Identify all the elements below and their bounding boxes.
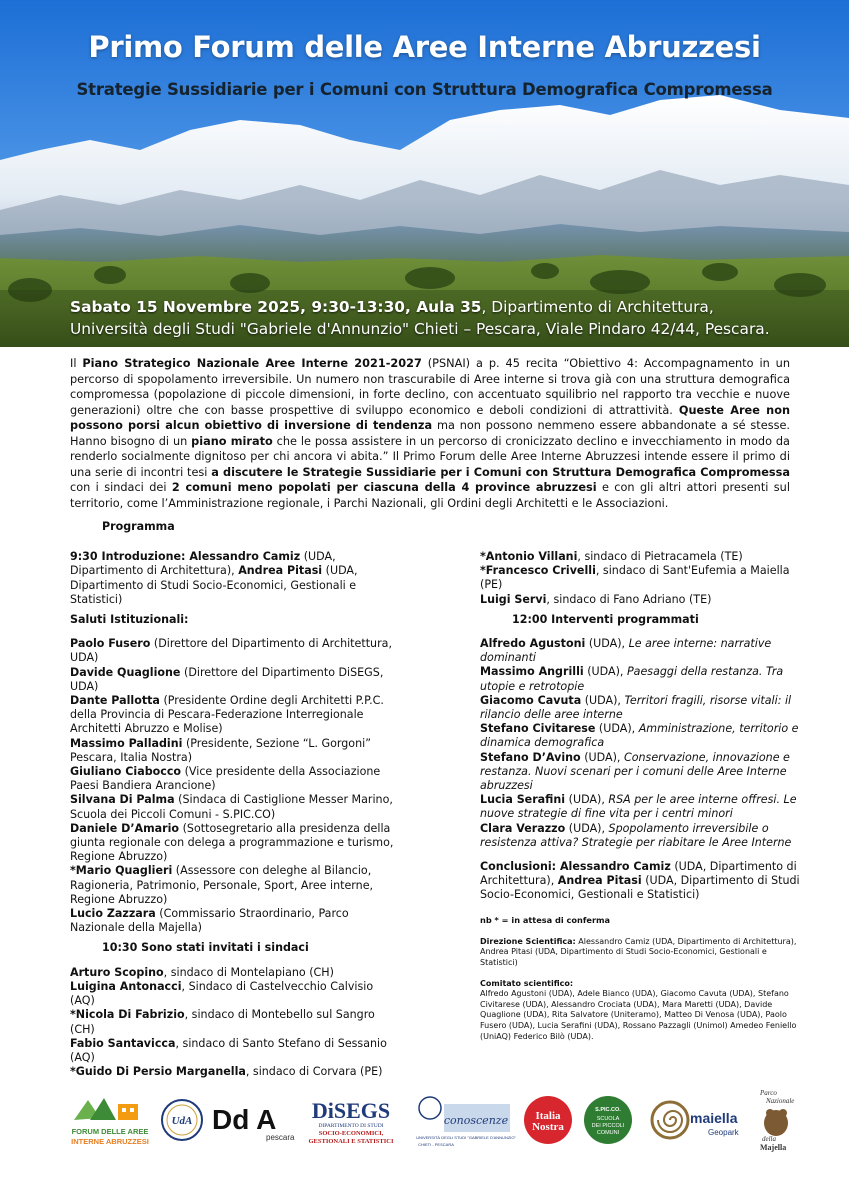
nb-note: nb * = in attesa di conferma xyxy=(480,914,611,925)
talk-title: Le aree interne: narrative dominanti xyxy=(480,637,772,665)
conclusioni-affiliation: (UDA, Dipartimento di Architettura), xyxy=(480,860,797,888)
person-name: Fabio Santavicca xyxy=(70,1036,176,1050)
person-role: (UDA), xyxy=(583,665,627,679)
intro-text: ma non possono nemmeno essere abbandonate a sé stesse. Hanno bisogno di un xyxy=(70,419,791,448)
hero-banner xyxy=(0,0,849,347)
disegs-logo xyxy=(296,1085,406,1155)
person-name: Alfredo Agustoni xyxy=(480,637,586,651)
intro-bold: Queste Aree non possono porsi alcun obiettivo di inversione di tendenza xyxy=(70,403,791,432)
person-role: , sindaco di Santo Stefano di Sessanio (AQ) xyxy=(70,1036,387,1064)
spicco-line3: DEI PICCOLI xyxy=(591,1123,625,1129)
spicco-logo xyxy=(582,1085,634,1155)
person-name: *Francesco Crivelli xyxy=(480,564,596,578)
program-entry xyxy=(480,694,800,722)
talk-title: Amministrazione, territorio e dinamica demografica xyxy=(480,722,799,750)
program-entry xyxy=(70,694,400,737)
person-name: Lucia Serafini xyxy=(480,793,566,807)
italia-nostra-line2: Nostra xyxy=(532,1121,564,1133)
program-entry xyxy=(70,737,400,765)
program-right-column xyxy=(480,550,800,1042)
conoscenze-logo-sub2: CHIETI - PESCARA xyxy=(418,1142,454,1147)
program-entry xyxy=(70,1037,400,1065)
person-name: Davide Quaglione xyxy=(70,665,181,679)
person-name: Stefano Civitarese xyxy=(480,722,596,736)
spicco-line1: S.PIC.CO. xyxy=(595,1107,621,1113)
intro-text: (PSNAI) a p. 45 recita “Obiettivo 4: Accompagnamento in un percorso di spopolamento irreversibile. Un numero non trascurabile di Aree interne si trova già con una struttura demografica compromessa (popolazione di piccole dimensioni, in forte declino, con accentuato squilibrio nel rapporto tra vecchie e nuove generazioni) oltre che con basse prospettive di sviluppo economico e deboli condizioni di attrattività. xyxy=(70,357,791,417)
person-role: (Sindaca di Castiglione Messer Marino, Scuola dei Piccoli Comuni - S.PIC.CO) xyxy=(70,793,393,821)
saluti-list xyxy=(70,637,400,935)
intro-paragraph xyxy=(70,356,790,511)
talk-title: Spopolamento irreversibile o resistenza attiva? Strategie per riabitare le Aree Interne xyxy=(480,821,792,849)
event-date-time: Sabato 15 Novembre 2025, 9:30-13:30, Aula 35 xyxy=(70,298,482,316)
person-name: *Guido Di Persio Marganella xyxy=(70,1065,246,1079)
direzione-scientifica xyxy=(480,937,800,969)
program-entry xyxy=(70,1065,400,1079)
conclusioni-speaker: Conclusioni: Alessandro Camiz xyxy=(480,860,671,874)
program-entry xyxy=(70,765,400,793)
person-role: , sindaco di Pietracamela (TE) xyxy=(577,550,743,563)
person-role: (Vice presidente della Associazione Paesi Bandiera Arancione) xyxy=(70,765,381,793)
person-role: , sindaco di Corvara (PE) xyxy=(245,1065,383,1079)
intro-bold: a discutere le Strategie Sussidiarie per i Comuni con Struttura Demografica Compromessa xyxy=(211,465,791,479)
person-role: (UDA), xyxy=(580,750,624,764)
conclusioni-speaker: Andrea Pitasi xyxy=(557,874,642,888)
program-entry xyxy=(70,822,400,865)
program-entry xyxy=(70,966,400,980)
interventi-list xyxy=(480,637,800,850)
sindaci-list xyxy=(70,966,400,1080)
person-name: Luigina Antonacci xyxy=(70,979,182,993)
person-role: (Direttore del Dipartimento di Architettura, UDA) xyxy=(70,637,392,665)
person-name: Paolo Fusero xyxy=(70,637,151,651)
person-name: Stefano D’Avino xyxy=(480,750,581,764)
sindaci-heading: 10:30 Sono stati invitati i sindaci xyxy=(102,941,309,955)
comitato-text: Alfredo Agustoni (UDA), Adele Bianco (UDA), Giacomo Cavuta (UDA), Stefano Civitarese (UDA), Alessandro Crociata (UDA), Mara Maretti (UDA), Davide Quaglione (UDA), Rita Salvatore (Uniteramo), Matteo Di Venosa (UDA), Paolo Fusero (UDA), Lucia Serafini (UDA), Rossano Pazzagli (Unimol) Amedeo Feniello (UniAQ) Federico Bilò (UDA). xyxy=(480,989,797,1041)
program-entry xyxy=(70,1008,400,1036)
italia-nostra-logo xyxy=(522,1085,574,1155)
disegs-logo-line1: DIPARTIMENTO DI STUDI xyxy=(318,1123,384,1129)
spicco-line2: SCUOLA xyxy=(596,1116,620,1122)
page-title: Primo Forum delle Aree Interne Abruzzesi xyxy=(88,30,761,64)
parco-line1: Parco xyxy=(759,1089,777,1097)
intro-text: che le possa assistere in un percorso di cronicizzato declino e invecchiamento in modo da renderlo socialmente dignitoso per chi ancora vi abita.” Il Primo Forum delle Aree Interne Abruzzesi intende essere il primo di una serie di incontri tesi xyxy=(70,434,790,479)
intro-speaker: Andrea Pitasi xyxy=(238,564,323,578)
person-name: Giuliano Ciabocco xyxy=(70,765,182,779)
person-name: *Nicola Di Fabrizio xyxy=(70,1008,185,1022)
forum-logo-line2: INTERNE ABRUZZESI xyxy=(71,1137,149,1146)
person-role: (UDA), xyxy=(595,722,639,736)
intro-text: Il xyxy=(70,357,83,370)
program-entry xyxy=(480,564,800,592)
person-role: (Assessore con deleghe al Bilancio, Ragioneria, Patrimonio, Personale, Sport, Aree interne, Regione Abruzzo) xyxy=(70,864,374,906)
person-role: (Direttore del Dipartimento DiSEGS, UDA) xyxy=(70,665,384,693)
person-role: (UDA), xyxy=(565,821,609,835)
person-role: (UDA), xyxy=(565,793,609,807)
program-entry xyxy=(480,822,800,850)
person-name: Giacomo Cavuta xyxy=(480,693,582,707)
person-role: , Sindaco di Castelvecchio Calvisio (AQ) xyxy=(70,979,374,1008)
disegs-logo-line2: SOCIO-ECONOMICI, xyxy=(318,1130,384,1137)
dda-logo-sub: pescara xyxy=(266,1133,295,1142)
program-entry xyxy=(480,665,800,693)
person-role: , sindaco di Montelapiano (CH) xyxy=(163,965,334,979)
maiella-logo-sub: Geopark xyxy=(708,1128,739,1137)
intro-affiliation: (UDA, Dipartimento di Architettura), xyxy=(70,550,336,578)
talk-title: Conservazione, innovazione e restanza. Nuovi scenari per i comuni delle Aree Interne abruzzesi xyxy=(480,750,790,793)
parco-line4: Majella xyxy=(759,1143,786,1152)
program-entry xyxy=(70,907,400,935)
talk-title: Paesaggi della restanza. Tra utopie e retrotopie xyxy=(480,665,784,693)
conoscenze-logo-text: conoscenze xyxy=(443,1114,509,1127)
forum-aree-interne-logo xyxy=(70,1085,150,1155)
program-left-column xyxy=(70,520,400,1079)
person-role: (UDA), xyxy=(585,637,629,651)
person-role: (Presidente Ordine degli Architetti P.P.C. della Provincia di Pescara-Federazione Interregionale Architetti Abruzzo e Molise) xyxy=(70,694,384,736)
program-entry xyxy=(480,722,800,750)
spicco-line4: COMUNI xyxy=(596,1130,620,1136)
person-name: Silvana Di Palma xyxy=(70,793,175,807)
uda-logo xyxy=(158,1085,206,1155)
disegs-logo-text: DiSEGS xyxy=(311,1098,391,1123)
comitato-label-text: Comitato scientifico: xyxy=(480,978,574,988)
person-name: Arturo Scopino xyxy=(70,965,164,979)
program-entry xyxy=(480,593,800,607)
intro-bold: piano mirato xyxy=(191,434,273,448)
maiella-geopark-logo xyxy=(650,1085,745,1155)
person-role: (Presidente, Sezione “L. Gorgoni” Pescara, Italia Nostra) xyxy=(70,736,371,764)
program-entry xyxy=(480,550,800,564)
person-name: Daniele D’Amario xyxy=(70,821,180,835)
program-entry xyxy=(70,980,400,1008)
conoscenze-logo-sub1: UNIVERSITÀ DEGLI STUDI "GABRIELE D'ANNUNZIO" xyxy=(416,1135,516,1140)
person-name: *Antonio Villani xyxy=(480,550,578,563)
program-intro xyxy=(70,550,400,607)
page-subtitle: Strategie Sussidiarie per i Comuni con Struttura Demografica Compromessa xyxy=(76,80,773,99)
program-entry xyxy=(70,793,400,821)
conclusioni xyxy=(480,860,800,903)
conoscenze-logo xyxy=(416,1085,516,1155)
person-role: (Commissario Straordinario, Parco Nazionale della Majella) xyxy=(70,907,349,935)
dda-logo xyxy=(210,1085,295,1155)
parco-line3: della xyxy=(761,1135,776,1143)
person-name: Massimo Palladini xyxy=(70,736,183,750)
person-role: , sindaco di Fano Adriano (TE) xyxy=(546,592,712,606)
partner-logos xyxy=(70,1085,800,1155)
direzione-text: Alessandro Camiz (UDA, Dipartimento di Architettura), Andrea Pitasi (UDA, Dipartimento di Studi Socio-Economici, Gestionali e Statistici) xyxy=(480,936,797,968)
person-role: (Sottosegretario alla presidenza della giunta regionale con delega a programmazione e turismo, Regione Abruzzo) xyxy=(70,821,394,864)
uda-logo-text: UdA xyxy=(171,1115,193,1127)
person-name: Luigi Servi xyxy=(480,592,547,606)
saluti-heading: Saluti Istituzionali: xyxy=(70,613,189,627)
person-name: Massimo Angrilli xyxy=(480,665,584,679)
program-entry xyxy=(480,751,800,794)
talk-title: Territori fragili, risorse vitali: il rilancio delle aree interne xyxy=(480,693,792,722)
sindaci-list-continued xyxy=(480,550,800,607)
forum-logo-line1: FORUM DELLE AREE xyxy=(71,1127,149,1136)
event-details xyxy=(70,296,790,340)
parco-line2: Nazionale xyxy=(765,1097,794,1105)
talk-title: RSA per le aree interne offresi. Le nuove strategie di fine vita per i centri minori xyxy=(480,793,797,821)
person-role: , sindaco di Montebello sul Sangro (CH) xyxy=(70,1008,375,1036)
intro-text: e con gli altri attori presenti sul territorio, come l’Amministrazione regionale, i Parchi Nazionali, gli Ordini degli Architetti e le Associazioni. xyxy=(70,481,790,510)
parco-majella-logo xyxy=(755,1085,800,1155)
disegs-logo-line3: GESTIONALI E STATISTICI xyxy=(308,1138,394,1145)
event-location: , Dipartimento di Architettura, Università degli Studi "Gabriele d'Annunzio" Chieti – Pescara, Viale Pindaro 42/44, Pescara. xyxy=(70,298,770,338)
program-entry xyxy=(70,666,400,694)
person-name: *Mario Quaglieri xyxy=(70,864,173,878)
conclusioni-affiliation: (UDA, Dipartimento di Studi Socio-Economici, Gestionali e Statistici) xyxy=(480,874,800,902)
program-entry xyxy=(70,637,400,665)
intro-bold: Piano Strategico Nazionale Aree Interne 2021-2027 xyxy=(82,357,422,370)
italia-nostra-line1: Italia xyxy=(535,1110,561,1122)
intro-speaker: 9:30 Introduzione: Alessandro Camiz xyxy=(70,550,301,564)
person-role: (UDA), xyxy=(581,693,625,707)
person-name: Clara Verazzo xyxy=(480,821,566,835)
comitato-label xyxy=(480,979,800,990)
maiella-logo-text: maiella xyxy=(690,1110,738,1126)
intro-text: con i sindaci dei xyxy=(70,481,172,494)
person-name: Dante Pallotta xyxy=(70,694,160,708)
interventi-heading: 12:00 Interventi programmati xyxy=(512,612,699,626)
intro-bold: 2 comuni meno popolati per ciascuna della 4 province abruzzesi xyxy=(171,481,597,494)
person-role: , sindaco di Sant'Eufemia a Maiella (PE) xyxy=(480,564,790,592)
direzione-label: Direzione Scientifica: xyxy=(480,936,576,946)
intro-affiliation: (UDA, Dipartimento di Studi Socio-Economici, Gestionali e Statistici) xyxy=(70,564,358,606)
person-name: Lucio Zazzara xyxy=(70,907,156,921)
program-entry xyxy=(70,864,400,907)
dda-logo-text: Dd A xyxy=(212,1104,277,1135)
program-entry xyxy=(480,793,800,821)
program-entry xyxy=(480,637,800,665)
program-heading: Programma xyxy=(102,520,175,533)
